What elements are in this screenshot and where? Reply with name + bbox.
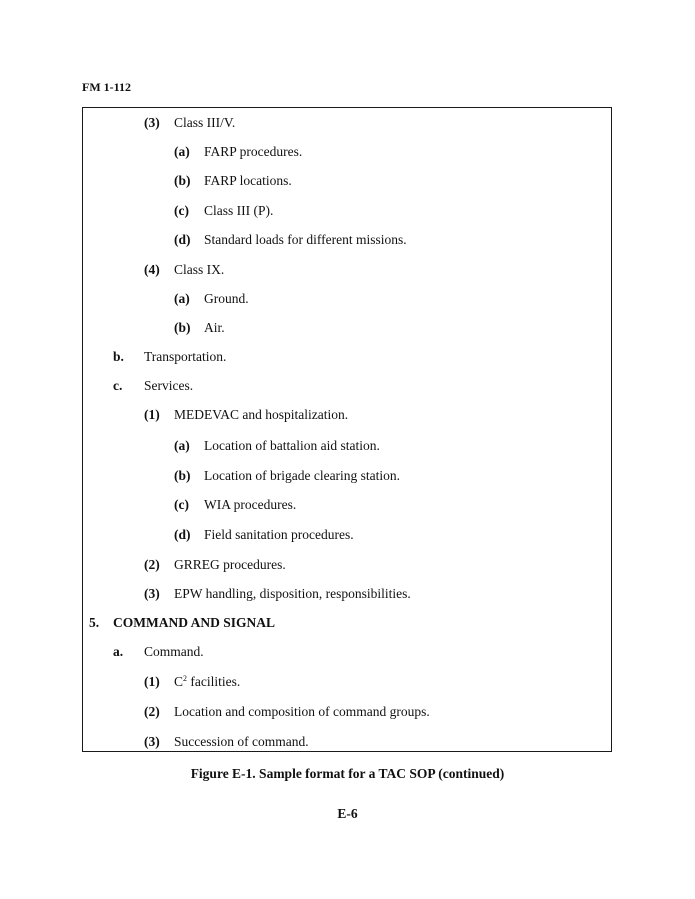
outline-text [144,349,226,365]
outline-text [204,232,407,248]
outline-marker: (d) [174,527,191,542]
outline-text-main: FARP locations. [204,173,292,188]
outline-text-suffix: facilities. [187,674,241,689]
outline-marker: (d) [174,232,191,247]
outline-text [204,144,302,160]
outline-text-main: Transportation. [144,349,227,364]
outline-marker: (a) [174,144,190,159]
outline-marker: (2) [144,557,160,572]
figure-frame [82,107,612,752]
outline-marker: (1) [144,674,160,689]
outline-text-main: Class III (P). [204,203,274,218]
outline-marker: (c) [174,497,189,512]
outline-marker: (3) [144,734,160,749]
outline-marker: (c) [174,203,189,218]
outline-text-main: COMMAND AND SIGNAL [113,615,275,630]
outline-marker: (a) [174,438,190,453]
outline-marker: (4) [144,262,160,277]
outline-text [174,262,224,278]
outline-text-main: Class IX. [174,262,225,277]
outline-text-main: Standard loads for different missions. [204,232,407,247]
outline-marker: (b) [174,468,191,483]
superscript: 2 [183,674,188,683]
outline-text-main: Class III/V. [174,115,236,130]
outline-marker: a. [113,644,124,659]
outline-text [204,497,296,513]
outline-marker: (b) [174,173,191,188]
outline-text [204,527,354,543]
outline-text-main: Succession of command. [174,734,309,749]
outline-text-main: FARP procedures. [204,144,303,159]
outline-text [174,674,240,690]
outline-text [144,378,193,394]
outline-text-main: Location of brigade clearing station. [204,468,401,483]
outline-text [204,291,249,307]
outline-marker: 5. [89,615,100,630]
outline-text [113,615,275,631]
page-number: E-6 [337,806,358,821]
outline-text-main: Ground. [204,291,249,306]
outline-text [204,438,380,454]
outline-text [174,557,286,573]
outline-marker: (3) [144,115,160,130]
outline-text-main: Air. [204,320,225,335]
outline-marker: (a) [174,291,190,306]
outline-text-main: GRREG procedures. [174,557,286,572]
figure-caption: Figure E-1. Sample format for a TAC SOP (continued) [190,766,505,781]
outline-marker: b. [113,349,124,364]
outline-text [174,704,430,720]
outline-text-main: C [174,674,184,689]
outline-marker: c. [113,378,123,393]
outline-text [174,407,348,423]
outline-text [174,586,411,602]
outline-text-main: Command. [144,644,204,659]
outline-text-main: MEDEVAC and hospitalization. [174,407,349,422]
document-header: FM 1-112 [82,80,131,94]
outline-text-main: Field sanitation procedures. [204,527,354,542]
outline-text [204,203,273,219]
outline-text-main: WIA procedures. [204,497,297,512]
outline-marker: (3) [144,586,160,601]
outline-text [144,644,204,660]
outline-text [204,320,225,336]
outline-text [204,173,292,189]
outline-marker: (b) [174,320,191,335]
outline-text-main: Location of battalion aid station. [204,438,380,453]
outline-text-main: Services. [144,378,194,393]
outline-text-main: Location and composition of command groups. [174,704,430,719]
outline-marker: (2) [144,704,160,719]
outline-text-main: EPW handling, disposition, responsibilities. [174,586,411,601]
outline-text [174,115,235,131]
outline-marker: (1) [144,407,160,422]
outline-text [174,734,309,750]
outline-text [204,468,400,484]
